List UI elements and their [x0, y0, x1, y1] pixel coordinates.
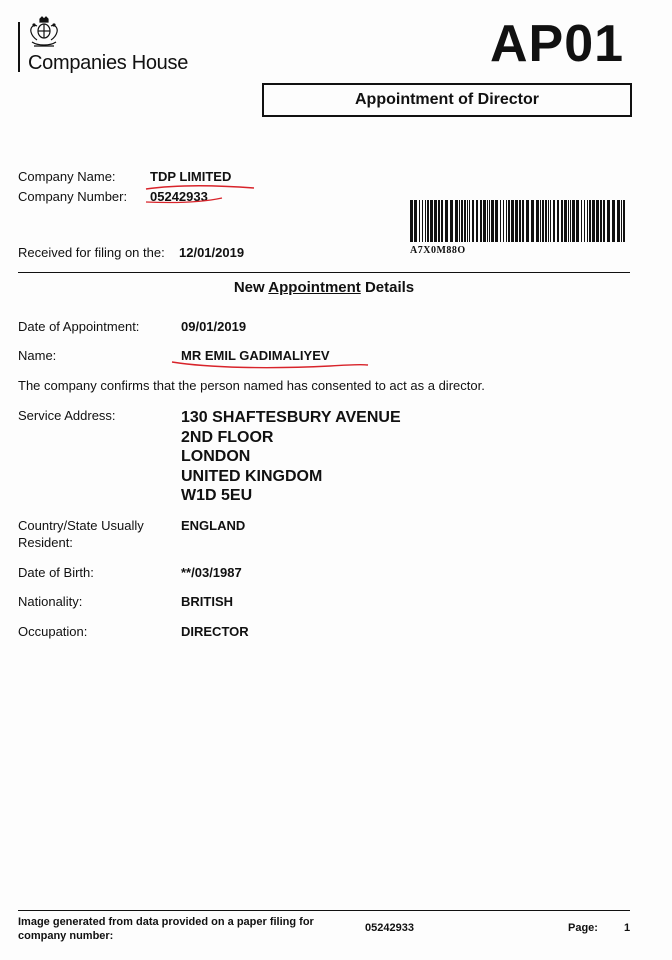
- barcode-text: A7X0M88O: [410, 245, 466, 256]
- form-code: AP01: [490, 15, 625, 73]
- country-value: ENGLAND: [181, 518, 246, 533]
- logo-divider: [18, 22, 20, 72]
- section-title-pre: New: [233, 279, 269, 296]
- red-pen-underline: [144, 194, 224, 206]
- logo-text: Companies House: [28, 52, 189, 74]
- address-line: 130 SHAFTESBURY AVENUE: [181, 409, 401, 426]
- address-line: UNITED KINGDOM: [181, 467, 323, 485]
- section-divider: [18, 272, 630, 273]
- form-title: Appointment of Director: [355, 91, 539, 108]
- section-title: [0, 279, 648, 296]
- dob-value: **/03/1987: [181, 565, 242, 580]
- dob-label: Date of Birth:: [18, 565, 94, 580]
- address-line: LONDON: [181, 448, 251, 465]
- form-title-box: [262, 83, 632, 117]
- appointment-date-value: 09/01/2019: [181, 319, 247, 334]
- company-number-value: 05242933: [150, 189, 208, 204]
- company-number-label: Company Number:: [18, 189, 128, 204]
- footer-page-number: 1: [624, 922, 631, 934]
- occupation-value: DIRECTOR: [181, 624, 249, 639]
- service-address-label: Service Address:: [18, 408, 116, 423]
- nationality-label: Nationality:: [18, 594, 83, 609]
- barcode: [410, 200, 626, 242]
- footer-note: Image generated from data provided on a paper filing for company number:: [18, 916, 314, 942]
- name-label: Name:: [18, 348, 57, 363]
- red-pen-underline: [170, 358, 370, 372]
- royal-crest-icon: [26, 16, 62, 50]
- address-line: 2ND FLOOR: [181, 428, 274, 446]
- section-title-underlined: Appointment: [268, 279, 361, 296]
- appointment-date-label: Date of Appointment:: [18, 319, 140, 334]
- occupation-label: Occupation:: [18, 624, 88, 639]
- section-title-post: Details: [360, 279, 415, 296]
- received-value: 12/01/2019: [179, 245, 245, 260]
- name-value: MR EMIL GADIMALIYEV: [181, 348, 330, 363]
- footer-page-label: Page:: [568, 922, 598, 934]
- address-line: W1D 5EU: [181, 487, 253, 504]
- country-label-line1: Country/State Usually: [18, 518, 144, 533]
- country-label-line2: Resident:: [18, 535, 73, 550]
- company-name-label: Company Name:: [18, 169, 116, 184]
- received-label: Received for filing on the:: [18, 245, 165, 260]
- consent-statement: The company confirms that the person named has consented to act as a director.: [18, 378, 485, 393]
- company-name-value: TDP LIMITED: [150, 169, 232, 184]
- footer-company-number: 05242933: [365, 922, 414, 934]
- footer-divider: [18, 910, 630, 911]
- service-address: [181, 408, 401, 506]
- nationality-value: BRITISH: [181, 594, 233, 609]
